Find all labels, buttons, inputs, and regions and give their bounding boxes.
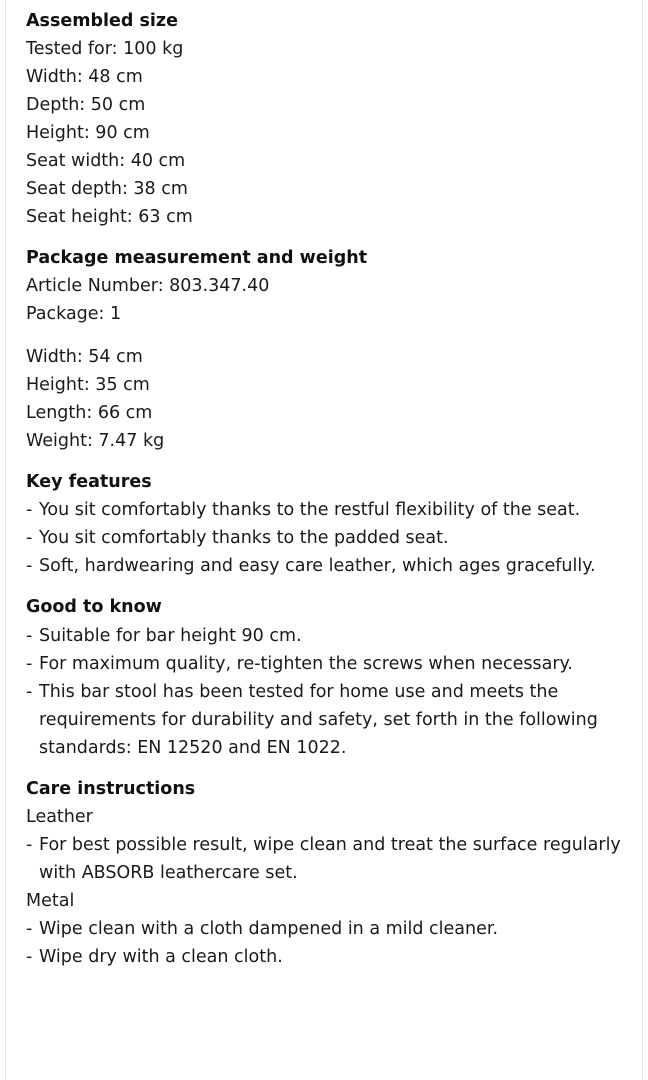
list-item-text: For best possible result, wipe clean and treat the surface regularly with ABSORB leathercare set. [39, 834, 621, 883]
bullet-marker: - [26, 681, 33, 702]
list-item [26, 915, 622, 943]
list-item-text: Soft, hardwearing and easy care leather, which ages gracefully. [39, 556, 596, 577]
bullet-marker: - [26, 500, 33, 521]
list-item-text: You sit comfortably thanks to the padded seat. [39, 528, 449, 549]
list-item-text: For maximum quality, re-tighten the screws when necessary. [39, 653, 573, 674]
section-care-instructions [26, 766, 622, 971]
spec-line: Seat height: 63 cm [26, 207, 193, 228]
list-item [26, 524, 622, 552]
spec-line: Length: 66 cm [26, 403, 153, 424]
spec-line: Depth: 50 cm [26, 95, 146, 116]
list-item-text: This bar stool has been tested for home use and meets the requirements for durability and safety, set forth in the following standards: EN 12520 and EN 1022. [39, 681, 598, 758]
list-item-text: Suitable for bar height 90 cm. [39, 625, 302, 646]
list-item [26, 831, 622, 887]
bullet-marker: - [26, 556, 33, 577]
spec-line: Width: 48 cm [26, 67, 143, 88]
bullet-marker: - [26, 918, 33, 939]
spec-line: Height: 90 cm [26, 123, 150, 144]
section-package-measurement-and-weight [26, 235, 622, 455]
bullet-marker: - [26, 834, 33, 855]
care-group-label: Leather [26, 806, 93, 827]
section-title-good-to-know: Good to know [26, 597, 162, 618]
list-item [26, 650, 622, 678]
care-group-label: Metal [26, 890, 75, 911]
spec-line: Package: 1 [26, 304, 122, 325]
bullet-marker: - [26, 528, 33, 549]
list-item [26, 552, 622, 580]
list-item [26, 622, 622, 650]
section-title-assembled-size: Assembled size [26, 11, 178, 31]
spec-line: Seat depth: 38 cm [26, 179, 188, 200]
bullet-marker: - [26, 625, 33, 646]
list-item [26, 678, 622, 762]
care-group-metal [26, 887, 622, 971]
spec-line: Article Number: 803.347.40 [26, 276, 270, 297]
section-assembled-size [26, 6, 622, 231]
section-good-to-know [26, 584, 622, 761]
bullet-marker: - [26, 653, 33, 674]
list-item [26, 496, 622, 524]
list-item [26, 943, 622, 971]
list-item-text: Wipe dry with a clean cloth. [39, 946, 283, 967]
care-group-leather [26, 803, 622, 887]
list-item-text: You sit comfortably thanks to the restful flexibility of the seat. [39, 500, 581, 521]
section-title-package-measurement-and-weight: Package measurement and weight [26, 248, 368, 269]
section-title-key-features: Key features [26, 472, 152, 493]
right-edge-divider [642, 0, 643, 1080]
list-item-text: Wipe clean with a cloth dampened in a mild cleaner. [39, 918, 499, 939]
spec-line: Seat width: 40 cm [26, 151, 186, 172]
spec-line: Width: 54 cm [26, 347, 143, 368]
section-title-care-instructions: Care instructions [26, 778, 196, 799]
spec-line: Tested for: 100 kg [26, 39, 184, 60]
spec-line: Weight: 7.47 kg [26, 431, 165, 452]
bullet-marker: - [26, 946, 33, 967]
spacer [26, 328, 622, 343]
left-edge-divider [5, 0, 6, 1080]
section-key-features [26, 459, 622, 580]
spec-line: Height: 35 cm [26, 375, 150, 396]
